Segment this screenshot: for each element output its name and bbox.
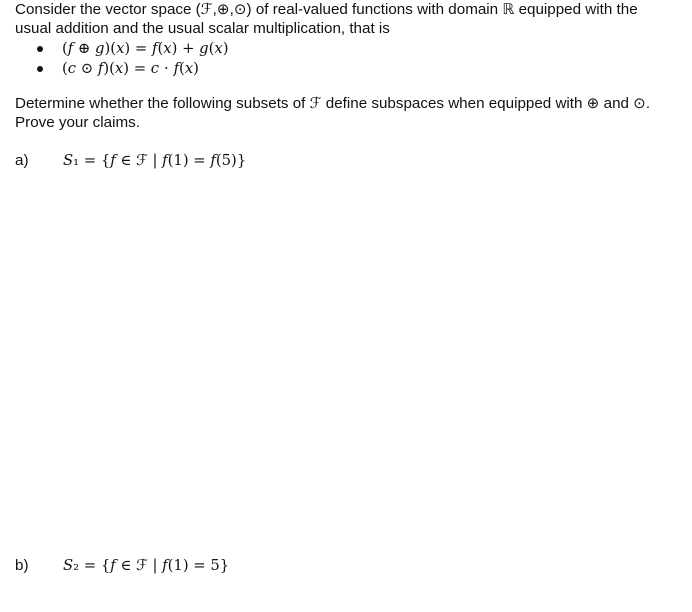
part-label: a) xyxy=(15,152,29,169)
bullet-icon xyxy=(37,46,43,52)
subset-definition: 𝑆₁ = {𝑓 ∈ ℱ | 𝑓(1) = 𝑓(5)} xyxy=(63,152,247,169)
subset-definition: 𝑆₂ = {𝑓 ∈ ℱ | 𝑓(1) = 5} xyxy=(63,557,230,574)
definition-addition: (𝑓 ⊕ 𝑔)(𝑥) = 𝑓(𝑥) + 𝑔(𝑥) xyxy=(62,40,229,57)
task-line-2: Prove your claims. xyxy=(15,114,140,131)
definition-scalar-multiplication: (𝑐 ⊙ 𝑓)(𝑥) = 𝑐 ⋅ 𝑓(𝑥) xyxy=(62,60,199,77)
intro-line-1: Consider the vector space (ℱ,⊕,⊙) of real-valued functions with domain ℝ equipped with the xyxy=(15,1,638,18)
intro-line-2: usual addition and the usual scalar multiplication, that is xyxy=(15,20,390,37)
bullet-icon xyxy=(37,66,43,72)
task-line-1: Determine whether the following subsets of ℱ define subspaces when equipped with ⊕ and ⊙. xyxy=(15,95,651,112)
part-label: b) xyxy=(15,557,29,574)
